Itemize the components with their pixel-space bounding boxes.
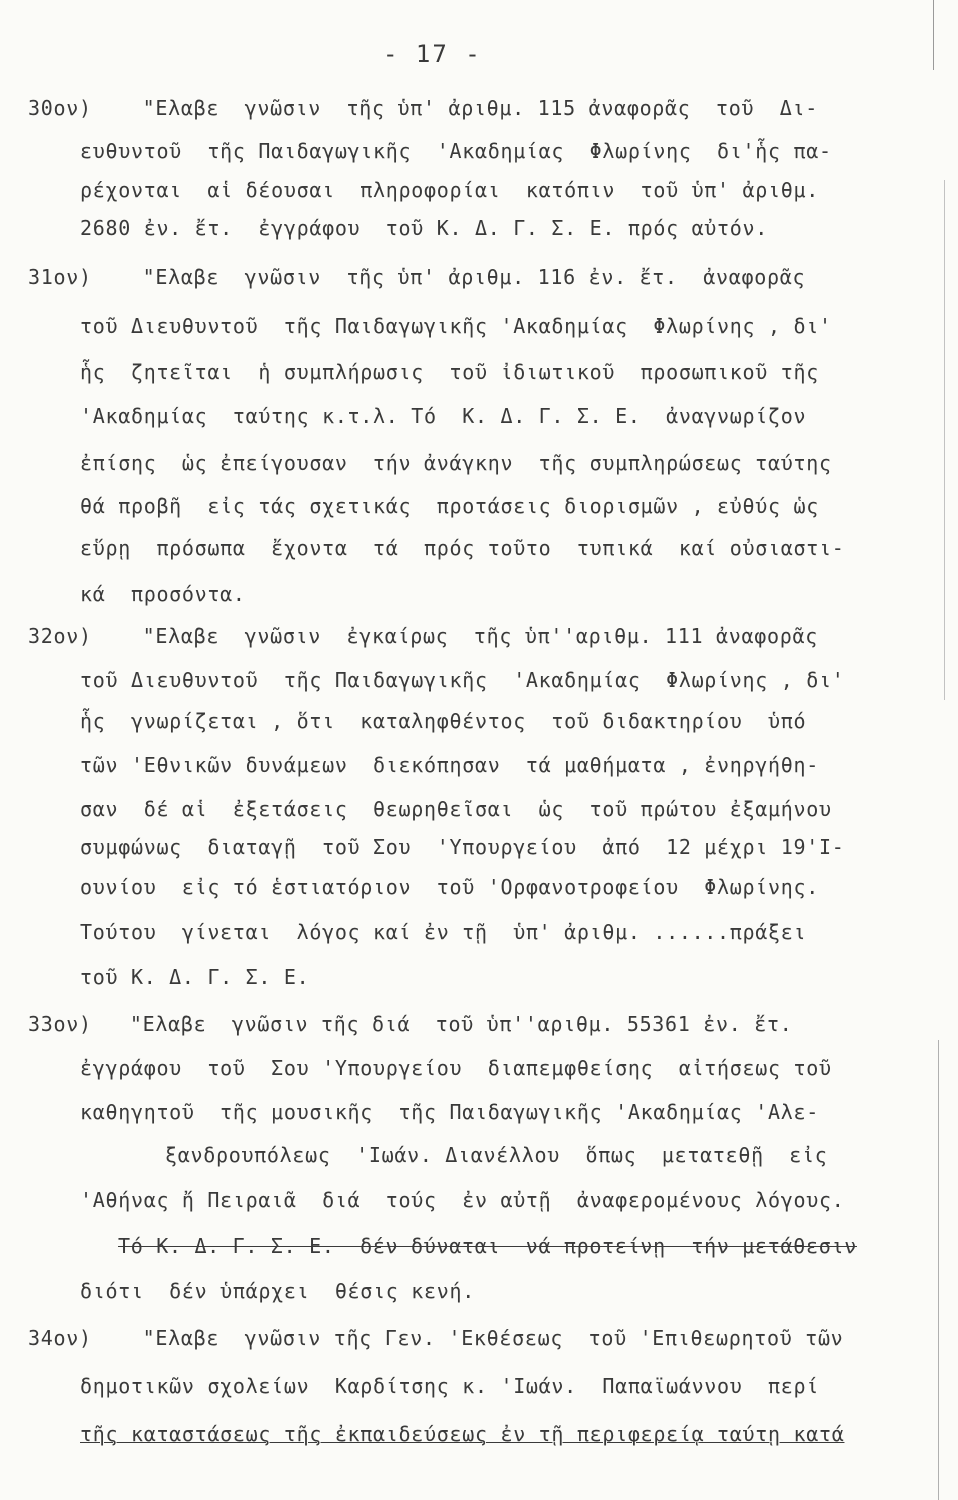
item-32-line-5: σαν δέ αἱ ἐξετάσεις θεωρηθεῖσαι ὡς τοῦ πρώτου ἐξαμήνου bbox=[80, 797, 832, 821]
item-32-line-6: συμφώνως διαταγῇ τοῦ Σου 'Υπουργείου ἀπό 12 μέχρι 19'Ι- bbox=[80, 835, 845, 859]
item-31-line-1: 31ον) "Ελαβε γνῶσιν τῆς ὑπ' ἀριθμ. 116 ἐν. ἔτ. ἀναφορᾶς bbox=[28, 265, 806, 289]
item-32-line-4: τῶν 'Εθνικῶν δυνάμεων διεκόπησαν τά μαθήματα , ἐνηργήθη- bbox=[80, 753, 819, 777]
item-32-line-7: ουνίου εἰς τό ἑστιατόριον τοῦ 'Ορφανοτροφείου Φλωρίνης. bbox=[80, 875, 819, 899]
item-33-line-4: ξανδρουπόλεως 'Ιωάν. Διανέλλου ὅπως μετατεθῇ εἰς bbox=[165, 1143, 828, 1167]
item-32-line-8: Τούτου γίνεται λόγος καί ἐν τῇ ὑπ' ἀριθμ. ......πράξει bbox=[80, 920, 807, 944]
item-32-line-9: τοῦ Κ. Δ. Γ. Σ. Ε. bbox=[80, 965, 310, 989]
item-34-line-2: δημοτικῶν σχολείων Καρδίτσης κ. 'Ιωάν. Παπαϊωάννου περί bbox=[80, 1374, 819, 1398]
item-33-line-3: καθηγητοῦ τῆς μουσικῆς τῆς Παιδαγωγικῆς 'Ακαδημίας 'Αλε- bbox=[80, 1100, 819, 1124]
item-31-line-6: θά προβῆ εἰς τάς σχετικάς προτάσεις διορισμῶν , εὐθύς ὡς bbox=[80, 494, 819, 518]
item-32-line-3: ἧς γνωρίζεται , ὅτι καταληφθέντος τοῦ διδακτηρίου ὑπό bbox=[80, 709, 807, 733]
item-34-line-3: τῆς καταστάσεως τῆς ἐκπαιδεύσεως ἐν τῇ περιφερείᾳ ταύτῃ κατά bbox=[80, 1422, 845, 1446]
page-number: - 17 - bbox=[383, 40, 482, 68]
item-33-line-1: 33ον) "Ελαβε γνῶσιν τῆς διά τοῦ ὑπ''αριθμ. 55361 ἐν. ἔτ. bbox=[28, 1012, 793, 1036]
item-32-line-2: τοῦ Διευθυντοῦ τῆς Παιδαγωγικῆς 'Ακαδημίας Φλωρίνης , δι' bbox=[80, 668, 845, 692]
item-32-line-1: 32ον) "Ελαβε γνῶσιν ἐγκαίρως τῆς ὑπ''αριθμ. 111 ἀναφορᾶς bbox=[28, 624, 818, 648]
item-30-line-1: 30ον) "Ελαβε γνῶσιν τῆς ὑπ' ἀριθμ. 115 ἀναφορᾶς τοῦ Δι- bbox=[28, 96, 818, 120]
item-31-line-5: ἐπίσης ὡς ἐπείγουσαν τήν ἀνάγκην τῆς συμπληρώσεως ταύτης bbox=[80, 451, 832, 475]
item-30-line-2: ευθυντοῦ τῆς Παιδαγωγικῆς 'Ακαδημίας Φλωρίνης δι'ἧς πα- bbox=[80, 139, 832, 163]
item-31-line-4: 'Ακαδημίας ταύτης κ.τ.λ. Τό Κ. Δ. Γ. Σ. Ε. ἀναγνωρίζον bbox=[80, 404, 807, 428]
item-33-line-6: Τό Κ. Δ. Γ. Σ. Ε. δέν δύναται νά προτείνῃ τήν μετάθεσιν bbox=[118, 1234, 857, 1258]
item-33-line-2: ἐγγράφου τοῦ Σου 'Υπουργείου διαπεμφθείσης αἰτήσεως τοῦ bbox=[80, 1056, 832, 1080]
item-31-line-7: εὕρῃ πρόσωπα ἔχοντα τά πρός τοῦτο τυπικά καί οὐσιαστι- bbox=[80, 536, 845, 560]
item-31-line-8: κά προσόντα. bbox=[80, 582, 246, 606]
page-edge-shadow bbox=[938, 1040, 939, 1500]
item-34-line-1: 34ον) "Ελαβε γνῶσιν τῆς Γεν. 'Εκθέσεως τοῦ 'Επιθεωρητοῦ τῶν bbox=[28, 1326, 844, 1350]
item-30-line-4: 2680 ἐν. ἔτ. ἐγγράφου τοῦ Κ. Δ. Γ. Σ. Ε. πρός αὐτόν. bbox=[80, 216, 769, 240]
item-31-line-3: ἧς ζητεῖται ἡ συμπλήρωσις τοῦ ἰδιωτικοῦ προσωπικοῦ τῆς bbox=[80, 360, 819, 384]
item-33-line-7: διότι δέν ὑπάρχει θέσις κενή. bbox=[80, 1279, 475, 1303]
item-33-line-5: 'Αθήνας ἤ Πειραιᾶ διά τούς ἐν αὐτῇ ἀναφερομένους λόγους. bbox=[80, 1188, 845, 1212]
page-edge-shadow bbox=[933, 0, 934, 70]
item-31-line-2: τοῦ Διευθυντοῦ τῆς Παιδαγωγικῆς 'Ακαδημίας Φλωρίνης , δι' bbox=[80, 314, 832, 338]
item-30-line-3: ρέχονται αἱ δέουσαι πληροφορίαι κατόπιν τοῦ ὑπ' ἀριθμ. bbox=[80, 178, 819, 202]
page-edge-shadow bbox=[944, 180, 945, 700]
